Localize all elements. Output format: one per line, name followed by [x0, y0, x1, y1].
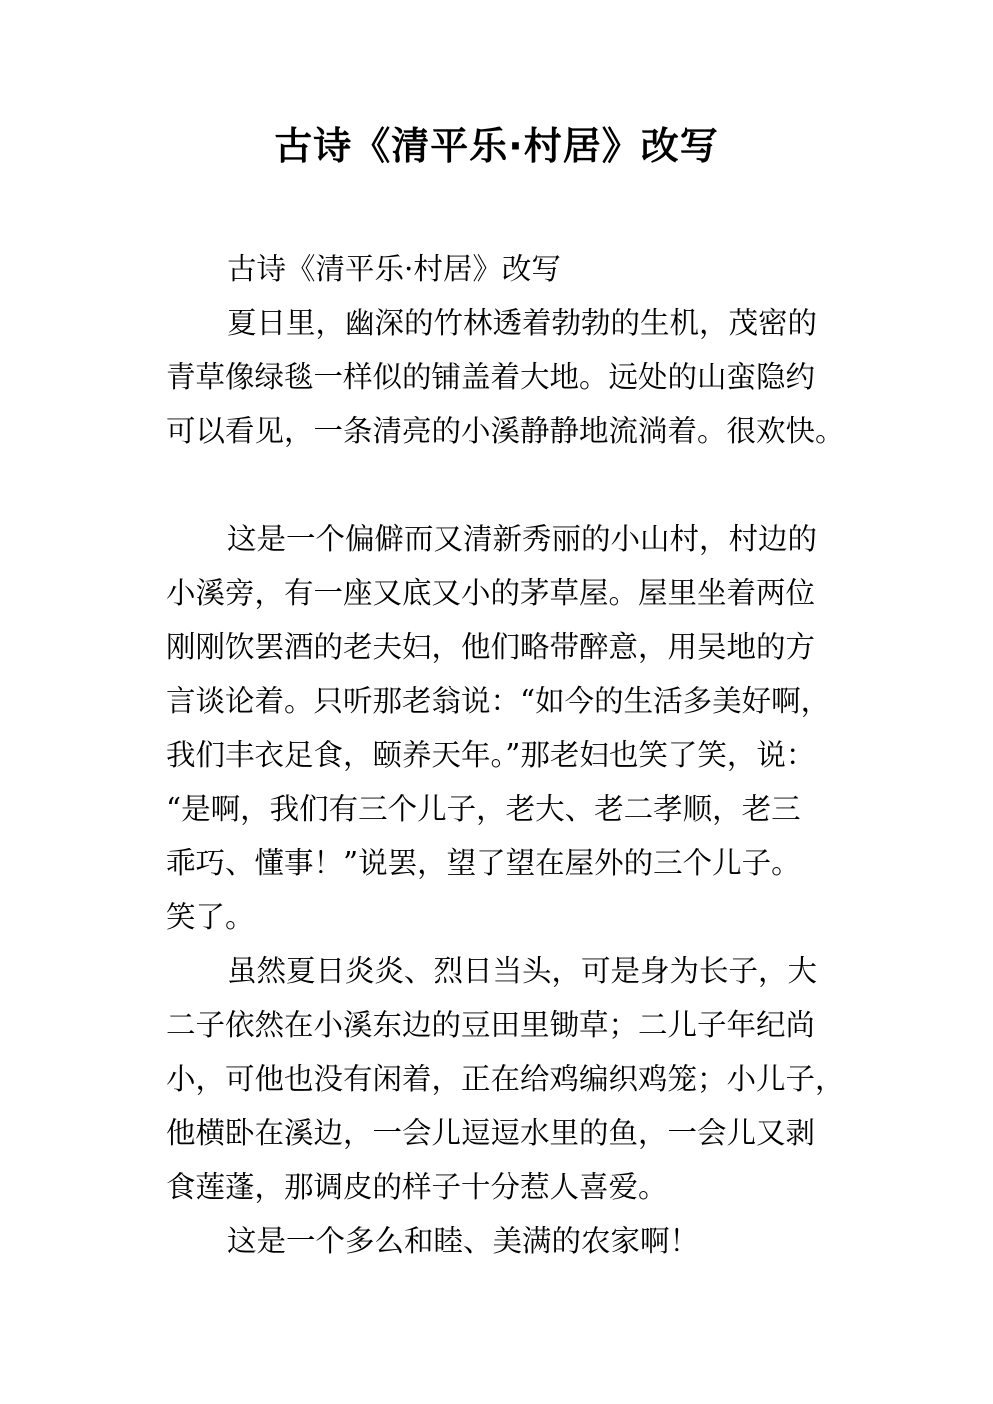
paragraph-1-line-2: 青草像绿毯一样似的铺盖着大地。远处的山蛮隐约 [166, 360, 816, 394]
paragraph-3-line-5: 食莲蓬，那调皮的样子十分惹人喜爱。 [166, 1170, 668, 1204]
paragraph-2-line-3: 刚刚饮罢酒的老夫妇，他们略带醉意，用吴地的方 [166, 630, 816, 664]
paragraph-2-line-6: “是啊，我们有三个儿子，老大、老二孝顺，老三 [166, 792, 801, 826]
paragraph-3-line-3: 小，可他也没有闲着，正在给鸡编织鸡笼；小儿子， [166, 1062, 845, 1096]
paragraph-2-line-5: 我们丰衣足食，颐养天年。”那老妇也笑了笑，说： [166, 738, 816, 772]
paragraph-1-line-3: 可以看见，一条清亮的小溪静静地流淌着。很欢快。 [166, 414, 845, 448]
paragraph-2-line-7: 乖巧、懂事！”说罢，望了望在屋外的三个儿子。 [166, 846, 801, 880]
document-title: 古诗《清平乐·村居》改写 [274, 124, 719, 168]
body-subtitle: 古诗《清平乐·村居》改写 [227, 252, 561, 286]
paragraph-gap [166, 458, 846, 512]
paragraph-3-line-4: 他横卧在溪边，一会儿逗逗水里的鱼，一会儿又剥 [166, 1116, 816, 1150]
paragraph-3-line-1: 虽然夏日炎炎、烈日当头，可是身为长子，大 [227, 954, 818, 988]
paragraph-2-line-8: 笑了。 [166, 900, 255, 934]
paragraph-2-line-1: 这是一个偏僻而又清新秀丽的小山村，村边的 [227, 522, 818, 556]
paragraph-2-line-2: 小溪旁，有一座又底又小的茅草屋。屋里坐着两位 [166, 576, 816, 610]
paragraph-4-line-1: 这是一个多么和睦、美满的农家啊！ [227, 1224, 700, 1258]
paragraph-1-line-1: 夏日里，幽深的竹林透着勃勃的生机，茂密的 [227, 306, 818, 340]
paragraph-3-line-2: 二子依然在小溪东边的豆田里锄草；二儿子年纪尚 [166, 1008, 816, 1042]
paragraph-2-line-4: 言谈论着。只听那老翁说：“如今的生活多美好啊， [166, 684, 831, 718]
document-body [166, 242, 846, 1268]
